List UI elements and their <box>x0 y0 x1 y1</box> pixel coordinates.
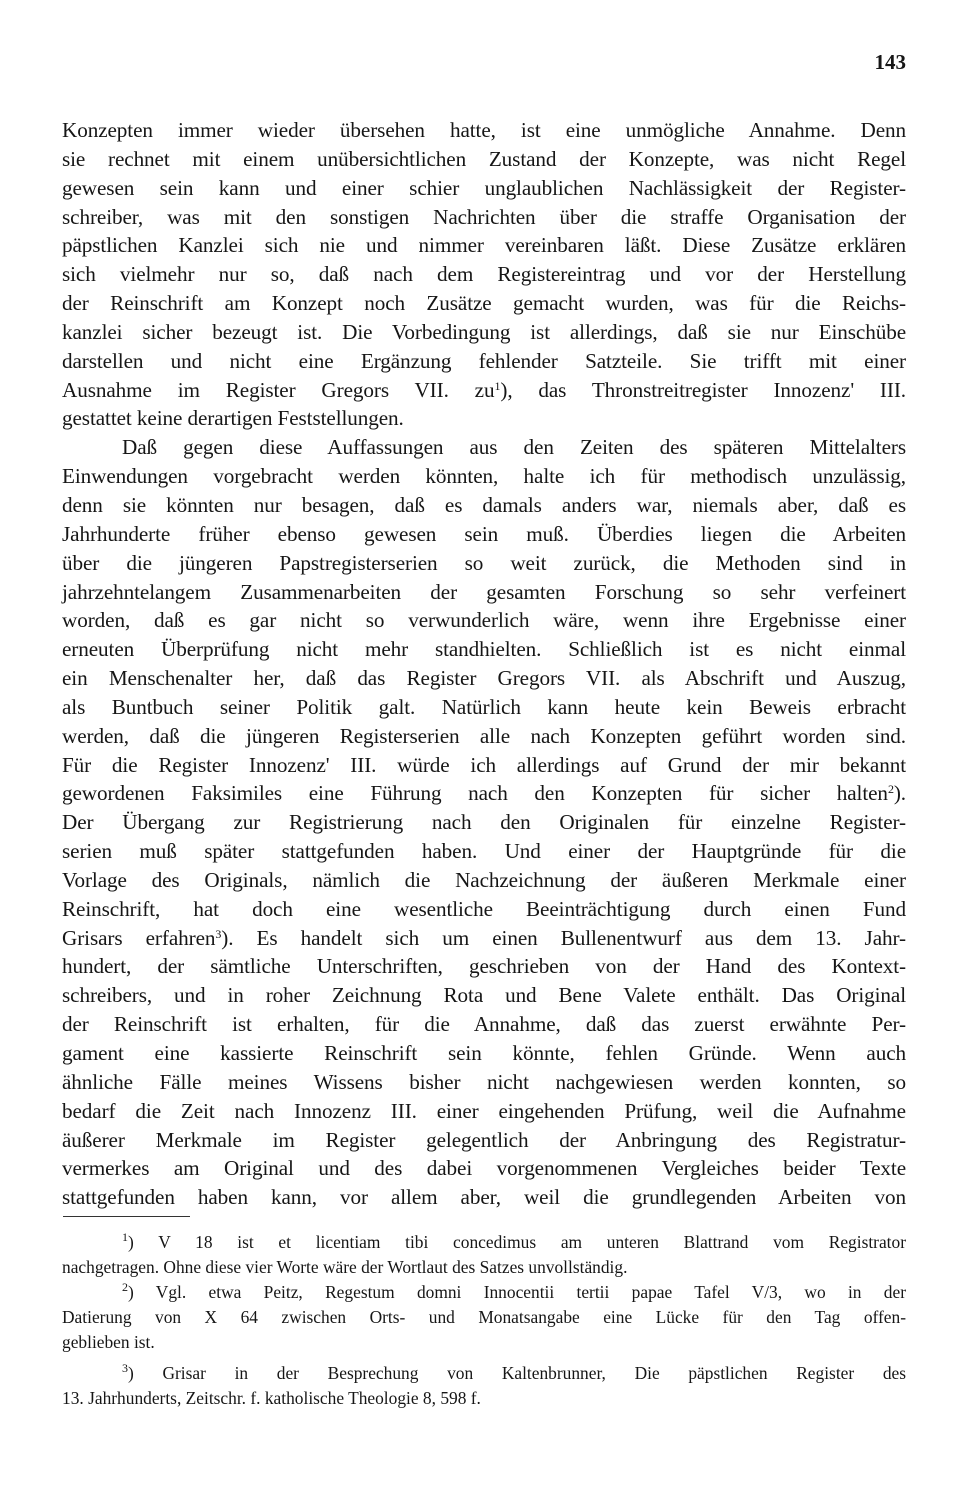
text-line: Einwendungen vorgebracht werden könnten, halte ich für methodisch unzulässig, <box>62 464 906 489</box>
text-line <box>62 924 906 953</box>
footnote-line: Datierung von X 64 zwischen Orts- und Monatsangabe eine Lücke für den Tag offen- <box>62 1307 906 1327</box>
text-line: stattgefunden haben kann, vor allem aber, weil die grundlegenden Arbeiten von <box>62 1185 906 1210</box>
footnote-line: nachgetragen. Ohne diese vier Worte wäre der Wortlaut des Satzes unvollständig. <box>62 1257 628 1277</box>
footnote-marker: 3 <box>122 1361 128 1375</box>
text-line: über die jüngeren Papstregisterserien so weit zurück, die Methoden sind in <box>62 550 906 575</box>
text-line: ähnliche Fälle meines Wissens bisher nicht nachgewiesen werden konnten, so <box>62 1069 906 1094</box>
text-line: sich vielmehr nur so, daß nach dem Registereintrag und vor der Herstellung <box>62 262 906 287</box>
text-line: Reinschrift, hat doch eine wesentliche Beeinträchtigung durch einen Fund <box>62 896 906 921</box>
footnote-3 <box>62 1361 906 1411</box>
text-line: gament eine kassierte Reinschrift sein könnte, fehlen Gründe. Wenn auch <box>62 1041 906 1065</box>
text-line: Für die Register Innozenz' III. würde ich allerdings auf Grund der mir bekannt <box>62 752 906 777</box>
text-line: Konzepten immer wieder übersehen hatte, ist eine unmögliche Annahme. Denn <box>62 118 906 142</box>
text-line: werden, daß die jüngeren Registerserien alle nach Konzepten geführt worden sind. <box>62 723 906 748</box>
footnote-2 <box>62 1280 906 1355</box>
text-line: äußerer Merkmale im Register gelegentlich der Anbringung des Registratur- <box>62 1127 906 1152</box>
text-segment: ). Es handelt sich um einen Bullenentwurf aus dem 13. Jahr- <box>221 925 906 950</box>
text-segment: Ausnahme im Register Gregors VII. zu <box>62 377 495 402</box>
text-line: der Reinschrift am Konzept noch Zusätze gemacht wurden, was für die Reichs- <box>62 291 906 316</box>
text-line: Daß gegen diese Auffassungen aus den Zeiten des späteren Mittelalters <box>122 435 906 460</box>
footnote-line <box>62 1230 906 1255</box>
footnote-marker: 2 <box>122 1280 128 1294</box>
text-segment: ). <box>893 781 906 806</box>
text-line <box>62 376 906 405</box>
text-line: denn sie könnten nur besagen, daß es damals anders war, niemals aber, daß es <box>62 492 906 517</box>
text-line: der Reinschrift ist erhalten, für die Annahme, daß das zuerst erwähnte Per- <box>62 1012 906 1037</box>
text-line: ein Menschenalter her, daß das Register Gregors VII. als Abschrift und Auszug, <box>62 666 906 691</box>
text-line: darstellen und nicht eine Ergänzung fehlender Satzteile. Sie trifft mit einer <box>62 348 906 373</box>
text-segment: Grisars erfahren <box>62 925 216 950</box>
footnote-divider <box>63 1216 190 1217</box>
footnote-1 <box>62 1230 906 1280</box>
text-line: päpstlichen Kanzlei sich nie und nimmer vereinbaren läßt. Diese Zusätze erklären <box>62 233 906 258</box>
footnotes <box>62 1230 906 1411</box>
text-segment: ) Grisar in der Besprechung von Kaltenbrunner, Die päpstlichen Register des <box>128 1363 906 1383</box>
text-line: erneuten Überprüfung nicht mehr standhielten. Schließlich ist es nicht einmal <box>62 637 906 662</box>
text-line: schreibers, und in roher Zeichnung Rota und Bene Valete enthält. Das Original <box>62 983 906 1008</box>
page-number: 143 <box>874 50 906 74</box>
footnote-line <box>62 1280 906 1305</box>
body-text <box>62 116 906 1212</box>
text-line: sie rechnet mit einem unübersichtlichen Zustand der Konzepte, was nicht Regel <box>62 146 906 171</box>
footnote-line <box>62 1361 906 1386</box>
text-line: gewesen sein kann und einer schier unglaublichen Nachlässigkeit der Register- <box>62 175 906 200</box>
footnote-line: 13. Jahrhunderts, Zeitschr. f. katholische Theologie 8, 598 f. <box>62 1388 481 1408</box>
text-line: schreiber, was mit den sonstigen Nachrichten über die straffe Organisation der <box>62 204 906 229</box>
text-line: bedarf die Zeit nach Innozenz III. einer eingehenden Prüfung, weil die Aufnahme <box>62 1098 906 1123</box>
text-line: serien muß später stattgefunden haben. Und einer der Hauptgründe für die <box>62 839 906 864</box>
text-line: Vorlage des Originals, nämlich die Nachzeichnung der äußeren Merkmale einer <box>62 867 906 892</box>
text-line: hundert, der sämtliche Unterschriften, geschrieben von der Hand des Kontext- <box>62 954 906 979</box>
text-line: jahrzehntelangem Zusammenarbeiten der gesamten Forschung so sehr verfeinert <box>62 579 906 604</box>
text-line: Jahrhunderte früher ebenso gewesen sein muß. Überdies liegen die Arbeiten <box>62 521 906 546</box>
text-line: vermerkes am Original und des dabei vorgenommenen Vergleiches beider Texte <box>62 1156 906 1181</box>
footnote-ref: 2 <box>887 782 894 797</box>
text-line: kanzlei sicher bezeugt ist. Die Vorbedingung ist allerdings, daß sie nur Einschübe <box>62 319 906 344</box>
footnote-ref: 3 <box>215 926 222 941</box>
text-segment: ), das Thronstreitregister Innozenz' III. <box>500 377 906 402</box>
footnote-ref: 1 <box>494 378 501 393</box>
text-segment: ) V 18 ist et licentiam tibi concedimus am unteren Blattrand vom Registrator <box>128 1232 906 1252</box>
text-line: worden, daß es gar nicht so verwunderlich wäre, wenn ihre Ergebnisse einer <box>62 608 906 633</box>
footnote-line: geblieben ist. <box>62 1332 155 1352</box>
text-line: Der Übergang zur Registrierung nach den Originalen für einzelne Register- <box>62 810 906 835</box>
text-line: als Buntbuch seiner Politik galt. Natürlich kann heute kein Beweis erbracht <box>62 694 906 719</box>
text-line: gestattet keine derartigen Feststellungen. <box>62 406 404 431</box>
text-segment: gewordenen Faksimiles eine Führung nach den Konzepten für sicher halten <box>62 781 888 806</box>
text-segment: ) Vgl. etwa Peitz, Regestum domni Innocentii tertii papae Tafel V/3, wo in der <box>128 1282 906 1302</box>
footnote-marker: 1 <box>122 1230 128 1244</box>
text-line <box>62 779 906 808</box>
